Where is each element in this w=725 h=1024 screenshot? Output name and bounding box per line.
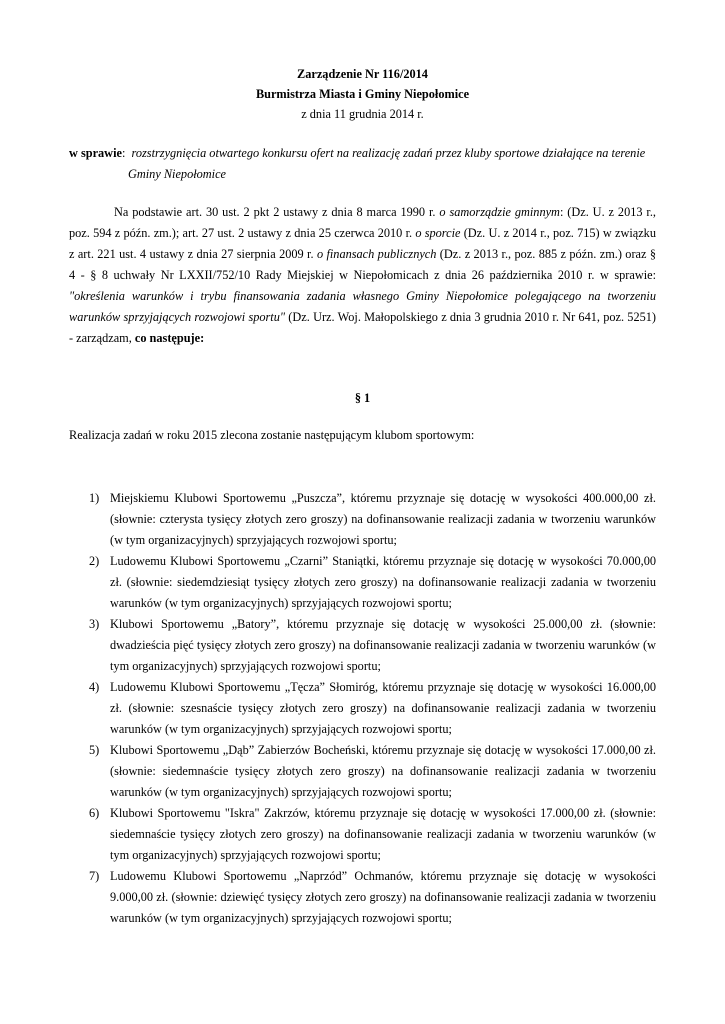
document-page [69, 64, 656, 929]
list-item-number: 7) [89, 869, 100, 883]
document-header [69, 64, 656, 124]
document-date: z dnia 11 grudnia 2014 r. [301, 107, 424, 121]
list-item-text: Ludowemu Klubowi Sportowemu „Tęcza” Słomiróg, któremu przyznaje się dotację w wysokości 16.000,00 zł. (słownie: szesnaście tysięcy złotych zero groszy) na dofinansowanie realizacji zadania w tworzeniu warunków (w tym organizacyjnych) sprzyjających rozwojowi sportu; [110, 680, 656, 736]
list-item-number: 6) [89, 806, 100, 820]
subject-text-line2: Gminy Niepołomice [128, 167, 227, 181]
document-title: Zarządzenie Nr 116/2014 [297, 67, 428, 81]
basis-act-3: o finansach publicznych [316, 247, 437, 261]
list-item [69, 551, 656, 614]
basis-part-1: Na podstawie art. 30 ust. 2 pkt 2 ustawy z dnia 8 marca 1990 r. [114, 205, 440, 219]
list-item-text: Klubowi Sportowemu "Iskra" Zakrzów, któremu przyznaje się dotację w wysokości 17.000,00 zł. (słownie: siedemnaście tysięcy złotych zero groszy) na dofinansowanie realizacji zadania w tworzeniu warunków (w tym organizacyjnych) sprzyjających rozwojowi sportu; [110, 806, 656, 862]
list-item-text: Klubowi Sportowemu „Dąb” Zabierzów Bocheński, któremu przyznaje się dotację w wysokości 17.000,00 zł. (słownie: siedemnaście tysięcy złotych zero groszy) na dofinansowanie realizacji zadania w tworzeniu warunków (w tym organizacyjnych) sprzyjających rozwojowi sportu; [110, 743, 656, 799]
list-item [69, 614, 656, 677]
list-item [69, 740, 656, 803]
basis-part-2: : (Dz. U. z 2013 r., poz. 594 z późn. zm.); art. 27 ust. 2 ustawy z dnia 25 czerwca 2010 r. [69, 205, 656, 240]
list-item [69, 488, 656, 551]
list-item-number: 5) [89, 743, 100, 757]
list-item-number: 2) [89, 554, 100, 568]
list-item-text: Ludowemu Klubowi Sportowemu „Czarni” Staniątki, któremu przyznaje się dotację w wysokości 70.000,00 zł. (słownie: siedemdziesiąt tysięcy złotych zero groszy) na dofinansowanie realizacji zadania w tworzeniu warunków (w tym organizacyjnych) sprzyjających rozwojowi sportu; [110, 554, 656, 610]
list-item [69, 677, 656, 740]
document-issuer: Burmistrza Miasta i Gminy Niepołomice [255, 87, 470, 101]
list-item-number: 4) [89, 680, 100, 694]
list-item-text: Miejskiemu Klubowi Sportowemu „Puszcza”, któremu przyznaje się dotację w wysokości 400.000,00 zł. (słownie: czterysta tysięcy złotych zero groszy) na dofinansowanie realizacji zadania w tworzeniu warunków (w tym organizacyjnych) sprzyjających rozwojowi sportu; [110, 491, 656, 547]
basis-act-2: o sporcie [415, 226, 461, 240]
subject-text-line1: rozstrzygnięcia otwartego konkursu ofert na realizację zadań przez kluby sportowe działające na terenie [131, 146, 646, 160]
basis-part-3: (Dz. U. z 2014 r., poz. 715) w związku z art. 221 ust. 4 ustawy z dnia 27 sierpnia 2009 r. [69, 226, 656, 261]
list-item-text: Klubowi Sportowemu „Batory”, któremu przyznaje się dotację w wysokości 25.000,00 zł. (słownie: dwadzieścia pięć tysięcy złotych zero groszy) na dofinansowanie realizacji zadania w tworzeniu warunków (w tym organizacyjnych) sprzyjających rozwojowi sportu; [110, 617, 656, 673]
basis-part-4: (Dz. z 2013 r., poz. 885 z późn. zm.) oraz § 4 - § 8 uchwały Nr LXXII/752/10 Rady Miejskiej w Niepołomicach z dnia 26 października 2010 r. w sprawie: [69, 247, 657, 282]
section-intro: Realizacja zadań w roku 2015 zlecona zostanie następującym klubom sportowym: [69, 428, 475, 442]
subject-label: w sprawie [69, 146, 122, 160]
subject-block [69, 143, 656, 185]
basis-decision: co następuje: [134, 331, 205, 345]
list-item-number: 3) [89, 617, 100, 631]
section-mark: § 1 [354, 391, 371, 405]
basis-part-5: (Dz. Urz. Woj. Małopolskiego z dnia 3 grudnia 2010 r. Nr 641, poz. 5251) - zarządzam, [69, 310, 656, 345]
club-list [69, 488, 656, 929]
legal-basis-paragraph [69, 202, 656, 349]
subject-first-line [69, 143, 656, 164]
basis-resolution-title: "określenia warunków i trybu finansowania zadania własnego Gminy Niepołomice polegającego na tworzeniu warunków sprzyjających rozwojowi sportu" [69, 289, 656, 324]
subject-colon: : [121, 146, 126, 160]
basis-act-1: o samorządzie gminnym [439, 205, 560, 219]
list-item [69, 803, 656, 866]
list-item-text: Ludowemu Klubowi Sportowemu „Naprzód” Ochmanów, któremu przyznaje się dotację w wysokości 9.000,00 zł. (słownie: dziewięć tysięcy złotych zero groszy) na dofinansowanie realizacji zadania w tworzeniu warunków (w tym organizacyjnych) sprzyjających rozwojowi sportu; [110, 869, 656, 925]
list-item [69, 866, 656, 929]
list-item-number: 1) [89, 491, 100, 505]
